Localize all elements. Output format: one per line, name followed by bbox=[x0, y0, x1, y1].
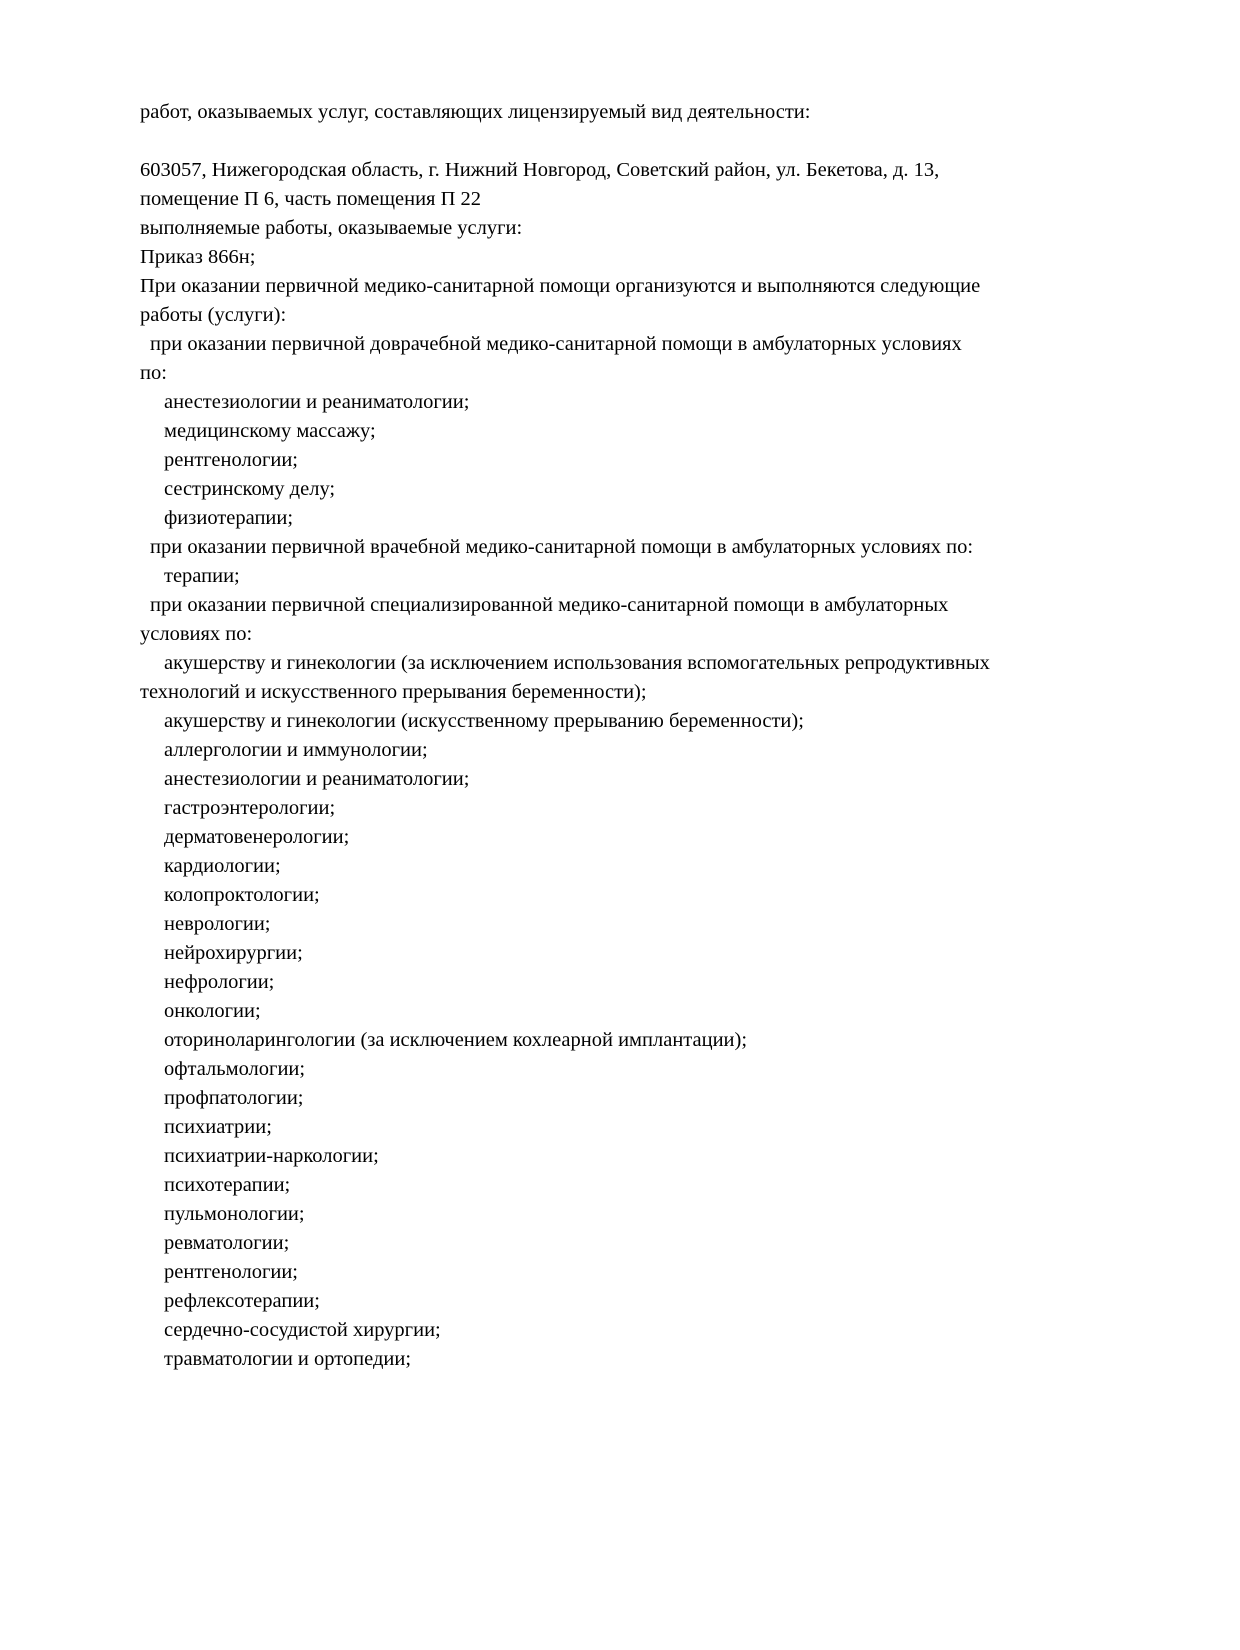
document-text-body bbox=[140, 98, 1110, 1374]
text-line: сестринскому делу; bbox=[164, 478, 336, 500]
text-line: сердечно-сосудистой хирургии; bbox=[164, 1319, 441, 1341]
text-line: по: bbox=[140, 362, 167, 384]
text-line: Приказ 866н; bbox=[140, 246, 256, 268]
text-line: дерматовенерологии; bbox=[164, 826, 350, 848]
text-line: онкологии; bbox=[164, 1000, 261, 1022]
text-line: помещение П 6, часть помещения П 22 bbox=[140, 188, 482, 210]
text-line: оториноларингологии (за исключением кохлеарной имплантации); bbox=[164, 1029, 748, 1051]
text-line: офтальмологии; bbox=[164, 1058, 306, 1080]
text-line: анестезиологии и реаниматологии; bbox=[164, 768, 470, 790]
text-line: выполняемые работы, оказываемые услуги: bbox=[140, 217, 523, 239]
text-line: нефрологии; bbox=[164, 971, 275, 993]
text-line: анестезиологии и реаниматологии; bbox=[164, 391, 470, 413]
text-line: ревматологии; bbox=[164, 1232, 290, 1254]
text-line: работы (услуги): bbox=[140, 304, 287, 326]
text-line: физиотерапии; bbox=[164, 507, 294, 529]
text-line: нейрохирургии; bbox=[164, 942, 303, 964]
text-line: рентгенологии; bbox=[164, 1261, 298, 1283]
text-line: При оказании первичной медико-санитарной помощи организуются и выполняются следующие bbox=[140, 275, 981, 297]
text-line: психиатрии-наркологии; bbox=[164, 1145, 379, 1167]
text-line: работ, оказываемых услуг, составляющих лицензируемый вид деятельности: bbox=[140, 101, 811, 123]
text-line: акушерству и гинекологии (за исключением использования вспомогательных репродуктивных bbox=[164, 652, 990, 674]
text-line: рентгенологии; bbox=[164, 449, 298, 471]
text-line: при оказании первичной специализированной медико-санитарной помощи в амбулаторных bbox=[150, 594, 949, 616]
text-line: терапии; bbox=[164, 565, 240, 587]
text-line bbox=[140, 127, 1110, 156]
text-line: травматологии и ортопедии; bbox=[164, 1348, 412, 1370]
text-line: 603057, Нижегородская область, г. Нижний Новгород, Советский район, ул. Бекетова, д. 13, bbox=[140, 159, 940, 181]
text-line: профпатологии; bbox=[164, 1087, 304, 1109]
text-line: психиатрии; bbox=[164, 1116, 272, 1138]
text-line: рефлексотерапии; bbox=[164, 1290, 320, 1312]
text-line: при оказании первичной врачебной медико-санитарной помощи в амбулаторных условиях по: bbox=[150, 536, 974, 558]
text-line: психотерапии; bbox=[164, 1174, 291, 1196]
text-line: пульмонологии; bbox=[164, 1203, 305, 1225]
text-line: при оказании первичной доврачебной медико-санитарной помощи в амбулаторных условиях bbox=[150, 333, 962, 355]
text-line: условиях по: bbox=[140, 623, 253, 645]
text-line: аллергологии и иммунологии; bbox=[164, 739, 428, 761]
text-line: гастроэнтерологии; bbox=[164, 797, 336, 819]
text-line: неврологии; bbox=[164, 913, 271, 935]
text-line: кардиологии; bbox=[164, 855, 281, 877]
text-line: технологий и искусственного прерывания беременности); bbox=[140, 681, 647, 703]
text-line: акушерству и гинекологии (искусственному прерыванию беременности); bbox=[164, 710, 804, 732]
text-line: колопроктологии; bbox=[164, 884, 320, 906]
text-line: медицинскому массажу; bbox=[164, 420, 376, 442]
